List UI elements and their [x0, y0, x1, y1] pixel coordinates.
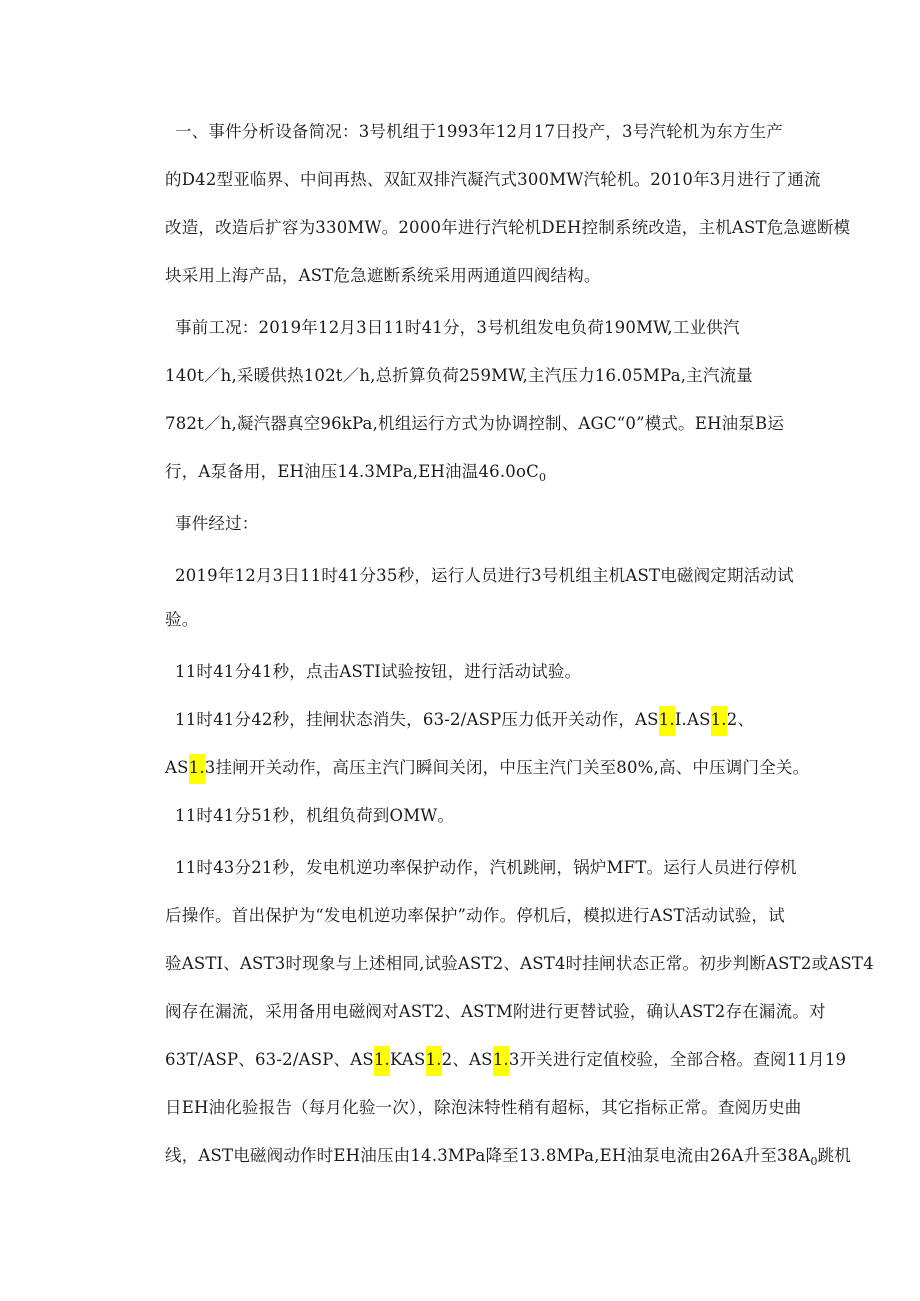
paragraph-line: 事前工况：2019年12月3日11时41分，3号机组发电负荷190MW,工业供汽 — [175, 318, 740, 337]
paragraph-line: 线，AST电磁阀动作时EH油压由14.3MPa降至13.8MPa,EH油泵电流由26A升至$38A_0$跳机 — [165, 1146, 852, 1168]
paragraph-line: 63T/ASP、63-2/ASP、AS1.KAS1.2、AS1.3开关进行定值校验，全部合格。查阅11月19 — [165, 1046, 846, 1076]
paragraph-line: 验ASTI、AST3时现象与上述相同,试验AST2、AST4时挂闸状态正常。初步判断AST2或AST4 — [165, 954, 874, 973]
paragraph-line: 11时41分51秒，机组负荷到OMW。 — [175, 806, 455, 825]
section-heading: 事件经过： — [175, 514, 259, 533]
paragraph-line: 后操作。首出保护为“发电机逆功率保护”动作。停机后，模拟进行AST活动试验，试 — [165, 906, 785, 925]
highlight-mark: 1. — [493, 1046, 509, 1076]
paragraph-line: AS1.3挂闸开关动作，高压主汽门瞬间关闭，中压主汽门关至80%,高、中压调门全关。 — [165, 754, 809, 784]
paragraph-line: 782t／h,凝汽器真空96kPa,机组运行方式为协调控制、AGC“0”模式。EH油泵B运 — [165, 414, 785, 433]
paragraph-line: 11时41分41秒，点击ASTI试验按钮，进行活动试验。 — [175, 662, 582, 681]
paragraph-line: 改造，改造后扩容为330MW。2000年进行汽轮机DEH控制系统改造，主机AST危急遮断模 — [165, 218, 851, 237]
highlight-mark: 1. — [189, 754, 205, 784]
paragraph-line: 块采用上海产品，AST危急遮断系统采用两通道四阀结构。 — [165, 266, 601, 285]
subscript: 0 — [538, 471, 547, 484]
paragraph-line: 验。 — [165, 610, 199, 629]
paragraph-line: 行，A泵备用，EH油压14.3MPa,EH油温$46.0oC_0$ — [165, 462, 547, 484]
paragraph-line: 11时41分42秒，挂闸状态消失，63-2/ASP压力低开关动作，AS1.I.AS1.2、 — [175, 706, 754, 736]
paragraph-line: 11时43分21秒，发电机逆功率保护动作，汽机跳闸，锅炉MFT。运行人员进行停机 — [175, 858, 797, 877]
subscript: 0 — [810, 1155, 818, 1168]
paragraph-line: 阀存在漏流，采用备用电磁阀对AST2、ASTM附进行更替试验，确认AST2存在漏流。对 — [165, 1002, 826, 1021]
paragraph-line: 2019年12月3日11时41分35秒，运行人员进行3号机组主机AST电磁阀定期活动试 — [175, 566, 794, 585]
highlight-mark: 1. — [659, 706, 675, 736]
paragraph-line: 的D42型亚临界、中间再热、双缸双排汽凝汽式300MW汽轮机。2010年3月进行了通流 — [165, 170, 821, 189]
highlight-mark: 1. — [711, 706, 727, 736]
paragraph-line: 日EH油化验报告（每月化验一次），除泡沫特性稍有超标，其它指标正常。查阅历史曲 — [165, 1098, 802, 1117]
paragraph-line: 140t／h,采暖供热102t／h,总折算负荷259MW,主汽压力16.05MPa,主汽流量 — [165, 366, 753, 385]
highlight-mark: 1. — [426, 1046, 442, 1076]
highlight-mark: 1. — [374, 1046, 390, 1076]
paragraph-line: 一、事件分析设备简况：3号机组于1993年12月17日投产，3号汽轮机为东方生产 — [175, 122, 783, 141]
